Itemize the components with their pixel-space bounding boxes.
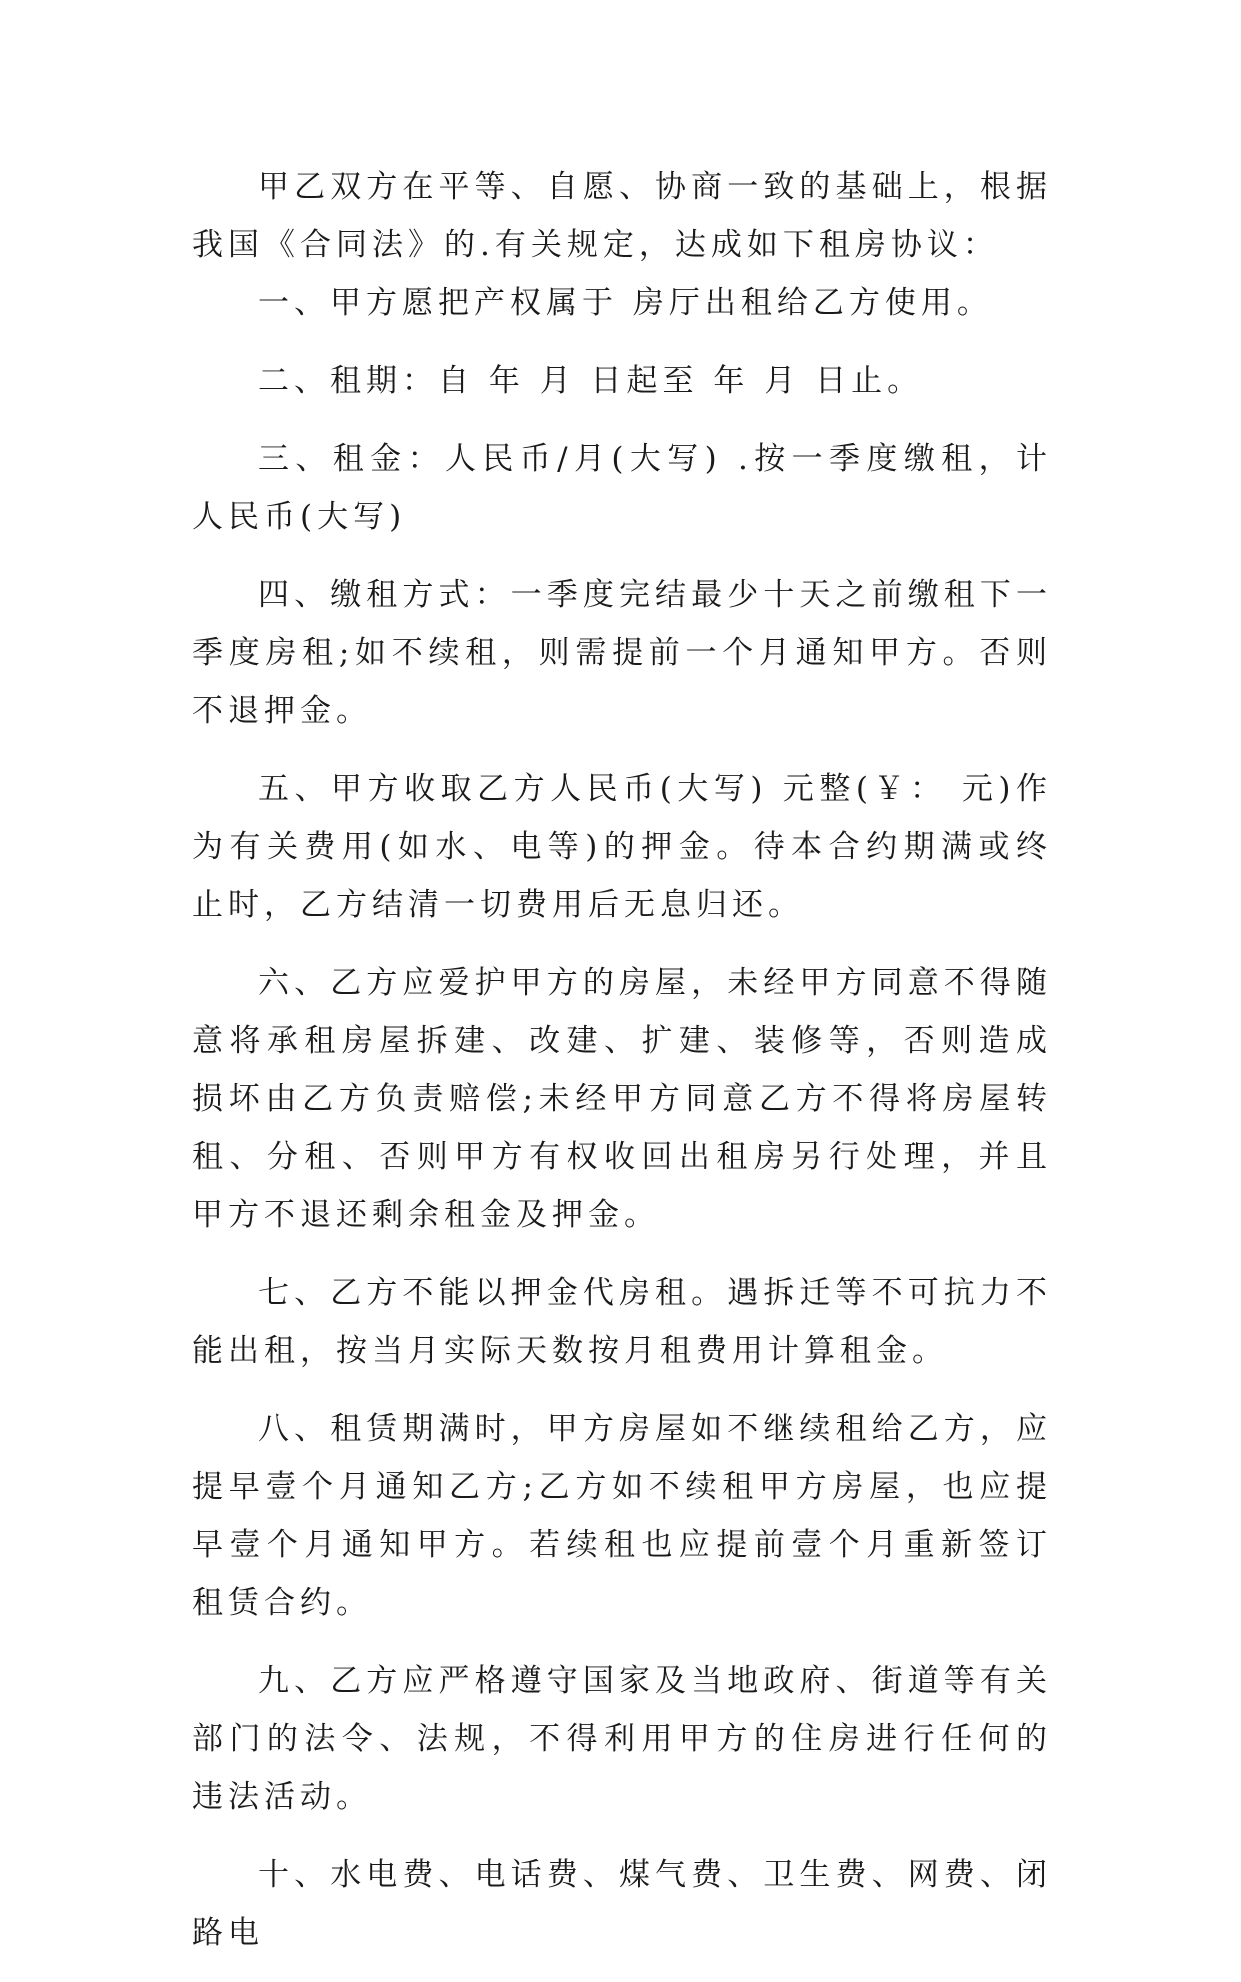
paragraph-clause-5: 五、甲方收取乙方人民币(大写) 元整(￥： 元)作为有关费用(如水、电等)的押金。待本合约期满或终止时，乙方结清一切费用后无息归还。 [192,771,1052,923]
paragraph-clause-9: 九、乙方应严格遵守国家及当地政府、街道等有关部门的法令、法规，不得利用甲方的住房进行任何的违法活动。 [192,1663,1052,1815]
paragraph-clause-4: 四、缴租方式：一季度完结最少十天之前缴租下一季度房租;如不续租，则需提前一个月通知甲方。否则不退押金。 [192,577,1052,729]
paragraph-clause-8: 八、租赁期满时，甲方房屋如不继续租给乙方，应提早壹个月通知乙方;乙方如不续租甲方房屋，也应提早壹个月通知甲方。若续租也应提前壹个月重新签订租赁合约。 [192,1411,1052,1621]
paragraph-clause-10: 十、水电费、电话费、煤气费、卫生费、网费、闭路电 [192,1857,1052,1951]
paragraph-clause-2: 二、租期：自 年 月 日起至 年 月 日止。 [258,363,924,399]
paragraph-clause-7: 七、乙方不能以押金代房租。遇拆迁等不可抗力不能出租，按当月实际天数按月租费用计算租金。 [192,1275,1052,1369]
paragraph-clause-1: 一、甲方愿把产权属于 房厅出租给乙方使用。 [258,285,993,321]
paragraph-clause-6: 六、乙方应爱护甲方的房屋，未经甲方同意不得随意将承租房屋拆建、改建、扩建、装修等，否则造成损坏由乙方负责赔偿;未经甲方同意乙方不得将房屋转租、分租、否则甲方有权收回出租房另行处理，并且甲方不退还剩余租金及押金。 [192,965,1052,1233]
paragraph-clause-3: 三、租金：人民币/月(大写) .按一季度缴租，计人民币(大写) [192,441,1052,535]
paragraph-preamble: 甲乙双方在平等、自愿、协商一致的基础上，根据我国《合同法》的.有关规定，达成如下租房协议： [192,169,1052,263]
document-body [192,158,1052,1982]
